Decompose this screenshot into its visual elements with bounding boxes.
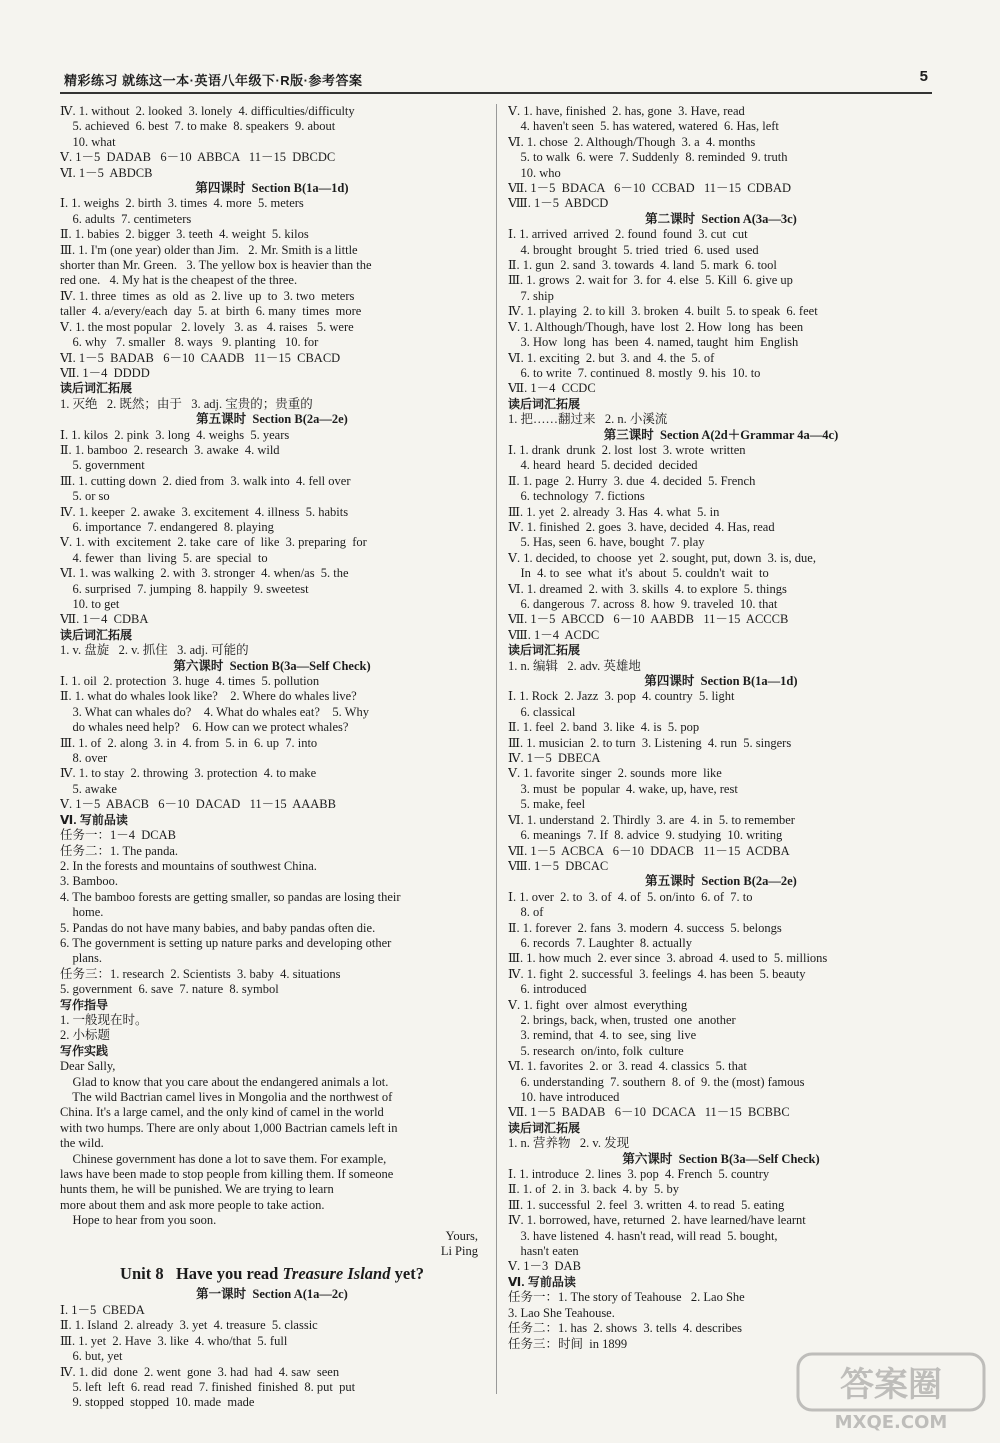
answer-line: 5. research on/into, folk culture	[508, 1043, 684, 1058]
section-heading: 第一课时 Section A(1a—2c)	[196, 1287, 348, 1302]
answer-line: Ⅰ. 1. over 2. to 3. of 4. of 5. on/into 6. of 7. to	[508, 889, 753, 904]
answer-line: 5. awake	[60, 781, 117, 796]
answer-line: the wild.	[60, 1136, 104, 1151]
answer-line: 任务二：1. The panda.	[60, 843, 179, 858]
answer-line: do whales need help? 6. How can we protect whales?	[60, 720, 349, 735]
answer-line: shorter than Mr. Green. 3. The yellow box is heavier than the	[60, 258, 372, 273]
answer-line: 4. fewer than living 5. are special to	[60, 550, 268, 565]
unit-heading-prefix: Unit 8 Have you read	[120, 1264, 283, 1284]
answer-line: Chinese government has done a lot to save them. For example,	[60, 1151, 387, 1166]
answer-line: Ⅱ. 1. page 2. Hurry 3. due 4. decided 5. French	[508, 473, 756, 488]
answer-line: Ⅶ. 1－5 ACBCA 6－10 DDACB 11－15 ACDBA	[508, 843, 790, 858]
answer-line: Dear Sally,	[60, 1059, 116, 1074]
answer-line: 任务三：时间 in 1899	[508, 1336, 628, 1351]
answer-line: Ⅳ. 1. borrowed, have, returned 2. have learned/have learnt	[508, 1213, 806, 1228]
answer-line: Ⅲ. 1. cutting down 2. died from 3. walk into 4. fell over	[60, 473, 351, 488]
answer-line: taller 4. a/every/each day 5. at birth 6. many times more	[60, 304, 362, 319]
answer-line: Ⅰ. 1. drank drunk 2. lost lost 3. wrote written	[508, 442, 746, 457]
section-heading: 第三课时 Section A(2d＋Grammar 4a—4c)	[603, 427, 839, 442]
answer-line: Ⅰ. 1. introduce 2. lines 3. pop 4. French 5. country	[508, 1167, 770, 1182]
answer-line: 5. Has, seen 6. have, bought 7. play	[508, 535, 705, 550]
answer-line: hasn't eaten	[508, 1244, 579, 1259]
answer-line: Ⅲ. 1. yet 2. Have 3. like 4. who/that 5. full	[60, 1333, 288, 1348]
section-heading: 第二课时 Section A(3a—3c)	[645, 211, 797, 226]
answer-line: 1. n. 营养物 2. v. 发现	[508, 1136, 630, 1151]
answer-line: Ⅰ. 1. oil 2. protection 3. huge 4. times 5. pollution	[60, 674, 320, 689]
answer-line: Ⅱ. 1. babies 2. bigger 3. teeth 4. weight 5. kilos	[60, 227, 309, 242]
unit-heading	[60, 1263, 484, 1285]
answer-line: 4. haven't seen 5. has watered, watered 6. Has, left	[508, 119, 779, 134]
answer-line: 6. records 7. Laughter 8. actually	[508, 935, 692, 950]
answer-line: Yours,	[445, 1228, 478, 1243]
answer-line: Ⅴ. 1－5 ABACB 6－10 DACAD 11－15 AAABB	[60, 797, 336, 812]
answer-line: Ⅰ. 1. kilos 2. pink 3. long 4. weighs 5. years	[60, 427, 290, 442]
answer-line: Ⅱ. 1. gun 2. sand 3. towards 4. land 5. mark 6. tool	[508, 258, 777, 273]
section-heading: 第五课时 Section B(2a—2e)	[645, 874, 797, 889]
subsection-heading: 读后词汇拓展	[60, 381, 133, 396]
subsection-heading: 写作实践	[60, 1043, 109, 1058]
answer-line: 6. classical	[508, 704, 576, 719]
answer-line: Ⅵ. 1. favorites 2. or 3. read 4. classics 5. that	[508, 1059, 747, 1074]
answer-line: Ⅷ. 1－5 ABDCD	[508, 196, 609, 211]
answer-line: Ⅳ. 1. fight 2. successful 3. feelings 4. has been 5. beauty	[508, 966, 806, 981]
answer-line: Ⅱ. 1. what do whales look like? 2. Where do whales live?	[60, 689, 357, 704]
subsection-heading: 写作指导	[60, 997, 109, 1012]
answer-line: Ⅱ. 1. feel 2. band 3. like 4. is 5. pop	[508, 720, 700, 735]
answer-line: Ⅵ. 1. understand 2. Thirdly 3. are 4. in 5. to remember	[508, 812, 795, 827]
answer-line: 3. must be popular 4. wake, up, have, rest	[508, 781, 738, 796]
answer-line: 任务一：1－4 DCAB	[60, 828, 176, 843]
answer-line: Hope to hear from you soon.	[60, 1213, 217, 1228]
watermark-text: 答案圈	[840, 1365, 942, 1405]
section-heading: 第六课时 Section B(3a—Self Check)	[622, 1151, 820, 1166]
answer-line: Ⅵ. 1. dreamed 2. with 3. skills 4. to explore 5. things	[508, 581, 787, 596]
answer-line: 5. government	[60, 458, 145, 473]
answer-line: 5. government 6. save 7. nature 8. symbol	[60, 982, 279, 997]
answer-line: Ⅲ. 1. I'm (one year) older than Jim. 2. Mr. Smith is a little	[60, 242, 358, 257]
subsection-heading: Ⅵ. 写前品读	[60, 812, 128, 827]
unit-heading-book-title: Treasure Island	[282, 1264, 391, 1284]
answer-line: 2. In the forests and mountains of southwest China.	[60, 858, 317, 873]
header-title: 精彩练习 就练这一本·英语八年级下·R版·参考答案	[64, 73, 363, 88]
answer-line: 6. but, yet	[60, 1349, 123, 1364]
subsection-heading: 读后词汇拓展	[508, 643, 581, 658]
answer-line: Ⅳ. 1. to stay 2. throwing 3. protection 4. to make	[60, 766, 317, 781]
answer-line: Ⅱ. 1. of 2. in 3. back 4. by 5. by	[508, 1182, 679, 1197]
answer-line: Ⅳ. 1. without 2. looked 3. lonely 4. difficulties/difficulty	[60, 104, 355, 118]
answer-line: 2. 小标题	[60, 1028, 111, 1043]
answer-line: Ⅲ. 1. yet 2. already 3. Has 4. what 5. in	[508, 504, 720, 519]
answer-line: 1. 把……翻过来 2. n. 小溪流	[508, 412, 668, 427]
unit-heading-suffix: yet?	[390, 1264, 424, 1284]
answer-column-right	[508, 104, 934, 1352]
answer-line: 1. n. 编辑 2. adv. 英雄地	[508, 658, 641, 673]
subsection-heading: 读后词汇拓展	[60, 627, 133, 642]
section-heading: 第五课时 Section B(2a—2e)	[196, 412, 348, 427]
answer-line: The wild Bactrian camel lives in Mongolia and the northwest of	[60, 1090, 393, 1104]
answer-line: Ⅴ. 1－5 DADAB 6－10 ABBCA 11－15 DBCDC	[60, 150, 336, 165]
answer-line: 7. ship	[508, 288, 554, 303]
answer-line: China. It's a large camel, and the only kind of camel in the world	[60, 1105, 384, 1120]
answer-line: Ⅶ. 1－4 CCDC	[508, 381, 596, 396]
answer-line: 3. have listened 4. hasn't read, will read 5. bought,	[508, 1228, 778, 1243]
answer-line: Ⅱ. 1. forever 2. fans 3. modern 4. success 5. belongs	[508, 920, 782, 935]
answer-line: 任务三：1. research 2. Scientists 3. baby 4. situations	[60, 966, 341, 981]
answer-line: Ⅲ. 1. how much 2. ever since 3. abroad 4. used to 5. millions	[508, 951, 828, 966]
watermark-url: MXQE.COM	[834, 1412, 948, 1432]
column-divider	[496, 104, 497, 1394]
answer-line: Ⅵ. 1. exciting 2. but 3. and 4. the 5. of	[508, 350, 715, 365]
answer-line: 6. adults 7. centimeters	[60, 211, 192, 226]
answer-line: 2. brings, back, when, trusted one another	[508, 1012, 736, 1027]
answer-line: more about them and ask more people to take action.	[60, 1197, 325, 1212]
answer-line: 3. remind, that 4. to see, sing live	[508, 1028, 697, 1043]
answer-line: 1. 一般现在时。	[60, 1012, 148, 1027]
answer-line: 5. or so	[60, 489, 110, 504]
answer-line: 9. stopped stopped 10. made made	[60, 1395, 255, 1410]
answer-line: Ⅴ. 1. with excitement 2. take care of like 3. preparing for	[60, 535, 367, 550]
answer-line: 3. How long has been 4. named, taught him English	[508, 335, 799, 350]
answer-line: red one. 4. My hat is the cheapest of the three.	[60, 273, 298, 288]
answer-line: 5. left left 6. read read 7. finished finished 8. put put	[60, 1379, 356, 1394]
answer-line: Ⅳ. 1. did done 2. went gone 3. had had 4. saw seen	[60, 1364, 340, 1379]
answer-line: 4. heard heard 5. decided decided	[508, 458, 698, 473]
answer-line: Ⅱ. 1. Island 2. already 3. yet 4. treasure 5. classic	[60, 1318, 318, 1333]
answer-line: hunts them, he will be punished. We are trying to learn	[60, 1182, 334, 1197]
answer-line: 1. 灭绝 2. 既然；由于 3. adj. 宝贵的；贵重的	[60, 396, 313, 411]
answer-line: Ⅵ. 1－5 ABDCB	[60, 165, 153, 180]
answer-line: Ⅷ. 1－4 ACDC	[508, 627, 600, 642]
answer-line: with two humps. There are only about 1,000 Bactrian camels left in	[60, 1120, 398, 1135]
answer-line: 3. What can whales do? 4. What do whales eat? 5. Why	[60, 704, 369, 719]
answer-line: 6. understanding 7. southern 8. of 9. the (most) famous	[508, 1074, 805, 1089]
answer-line: 8. of	[508, 905, 544, 920]
answer-line: Ⅰ. 1. weighs 2. birth 3. times 4. more 5. meters	[60, 196, 304, 211]
answer-line: Ⅵ. 1. was walking 2. with 3. stronger 4. when/as 5. the	[60, 566, 349, 581]
answer-line: Ⅷ. 1－5 DBCAC	[508, 858, 609, 873]
answer-line: 10. to get	[60, 597, 120, 611]
answer-line: 6. importance 7. endangered 8. playing	[60, 519, 274, 534]
answer-line: Ⅴ. 1. the most popular 2. lovely 3. as 4. raises 5. were	[60, 319, 354, 334]
left-column-lines-after-unit	[60, 1287, 484, 1410]
answer-line: 6. The government is setting up nature parks and developing other	[60, 935, 392, 950]
answer-line: 5. Pandas do not have many babies, and baby pandas often die.	[60, 920, 376, 935]
answer-line: Ⅲ. 1. grows 2. wait for 3. for 4. else 5. Kill 6. give up	[508, 273, 793, 288]
answer-line: 4. The bamboo forests are getting smaller, so pandas are losing their	[60, 889, 401, 904]
answer-line: Ⅴ. 1－3 DAB	[508, 1259, 581, 1274]
subsection-heading: Ⅵ. 写前品读	[508, 1274, 576, 1289]
answer-line: Ⅰ. 1. arrived arrived 2. found found 3. cut cut	[508, 227, 748, 242]
answer-line: Ⅶ. 1－4 CDBA	[60, 612, 149, 627]
answer-line: 8. over	[60, 751, 108, 766]
answer-line: Ⅶ. 1－4 DDDD	[60, 365, 150, 380]
answer-line: Li Ping	[440, 1244, 478, 1259]
answer-line: 6. technology 7. fictions	[508, 489, 645, 504]
answer-line: 3. Lao She Teahouse.	[508, 1305, 615, 1320]
answer-line: Ⅴ. 1. fight over almost everything	[508, 997, 688, 1012]
section-heading: 第四课时 Section B(1a—1d)	[644, 674, 798, 689]
answer-line: 10. have introduced	[508, 1090, 620, 1104]
answer-line: In 4. to see what it's about 5. couldn't wait to	[508, 566, 769, 581]
answer-line: Ⅲ. 1. of 2. along 3. in 4. from 5. in 6. up 7. into	[60, 735, 318, 750]
answer-line: 3. Bamboo.	[60, 874, 118, 889]
answer-line: 任务二：1. has 2. shows 3. tells 4. describes	[508, 1321, 743, 1336]
page-header	[60, 66, 932, 94]
section-heading: 第四课时 Section B(1a—1d)	[195, 181, 349, 196]
answer-line: 5. make, feel	[508, 797, 586, 812]
answer-line: Ⅳ. 1. finished 2. goes 3. have, decided 4. Has, read	[508, 519, 775, 534]
left-column-lines	[60, 104, 484, 1259]
subsection-heading: 读后词汇拓展	[508, 1120, 581, 1135]
answer-column-left	[60, 104, 484, 1411]
answer-line: Ⅴ. 1. Although/Though, have lost 2. How long has been	[508, 319, 804, 334]
answer-line: 6. introduced	[508, 982, 587, 997]
answer-line: Ⅱ. 1. bamboo 2. research 3. awake 4. wild	[60, 442, 280, 457]
page-number: 5	[919, 68, 928, 85]
answer-line: Ⅳ. 1. keeper 2. awake 3. excitement 4. illness 5. habits	[60, 504, 349, 519]
answer-line: Ⅴ. 1. have, finished 2. has, gone 3. Have, read	[508, 104, 745, 118]
answer-line: laws have been made to stop people from killing them. If someone	[60, 1167, 394, 1182]
answer-line: Ⅶ. 1－5 BDACA 6－10 CCBAD 11－15 CDBAD	[508, 181, 792, 196]
answer-line: 5. achieved 6. best 7. to make 8. speakers 9. about	[60, 119, 336, 134]
answer-line: 1. v. 盘旋 2. v. 抓住 3. adj. 可能的	[60, 643, 249, 658]
answer-line: Ⅴ. 1. favorite singer 2. sounds more like	[508, 766, 722, 781]
answer-line: 4. brought brought 5. tried tried 6. used used	[508, 242, 759, 257]
answer-line: 6. meanings 7. If 8. advice 9. studying 10. writing	[508, 828, 783, 843]
answer-line: Ⅳ. 1. three times as old as 2. live up to 3. two meters	[60, 288, 355, 303]
answer-line: 10. what	[60, 134, 116, 149]
answer-line: 5. to walk 6. were 7. Suddenly 8. reminded 9. truth	[508, 150, 788, 165]
answer-line: Ⅲ. 1. successful 2. feel 3. written 4. to read 5. eating	[508, 1197, 785, 1212]
answer-line: home.	[60, 905, 104, 920]
answer-line: Ⅰ. 1－5 CBEDA	[60, 1302, 145, 1317]
answer-line: 6. dangerous 7. across 8. how 9. traveled 10. that	[508, 597, 778, 611]
section-heading: 第六课时 Section B(3a—Self Check)	[173, 658, 371, 673]
answer-line: 6. surprised 7. jumping 8. happily 9. sweetest	[60, 581, 309, 596]
answer-line: 10. who	[508, 165, 561, 180]
answer-line: Ⅳ. 1. playing 2. to kill 3. broken 4. built 5. to speak 6. feet	[508, 304, 818, 319]
answer-line: Ⅶ. 1－5 BADAB 6－10 DCACA 11－15 BCBBC	[508, 1105, 790, 1120]
answer-line: 6. to write 7. continued 8. mostly 9. his 10. to	[508, 365, 761, 380]
answer-line: 任务一：1. The story of Teahouse 2. Lao She	[508, 1290, 745, 1305]
answer-line: Ⅴ. 1. decided, to choose yet 2. sought, put, down 3. is, due,	[508, 550, 816, 565]
right-column-lines	[508, 104, 934, 1352]
answer-line: 6. why 7. smaller 8. ways 9. planting 10. for	[60, 335, 319, 350]
answer-line: Ⅵ. 1－5 BADAB 6－10 CAADB 11－15 CBACD	[60, 350, 341, 365]
answer-line: Ⅶ. 1－5 ABCCD 6－10 AABDB 11－15 ACCCB	[508, 612, 789, 627]
answer-line: Ⅵ. 1. chose 2. Although/Though 3. a 4. months	[508, 134, 756, 149]
answer-line: Ⅲ. 1. musician 2. to turn 3. Listening 4. run 5. singers	[508, 735, 792, 750]
answer-line: Glad to know that you care about the endangered animals a lot.	[60, 1074, 389, 1089]
answer-line: Ⅰ. 1. Rock 2. Jazz 3. pop 4. country 5. light	[508, 689, 735, 704]
answer-line: Ⅳ. 1－5 DBECA	[508, 751, 601, 766]
answer-line: plans.	[60, 951, 103, 966]
watermark-logo	[796, 1352, 986, 1432]
subsection-heading: 读后词汇拓展	[508, 396, 581, 411]
